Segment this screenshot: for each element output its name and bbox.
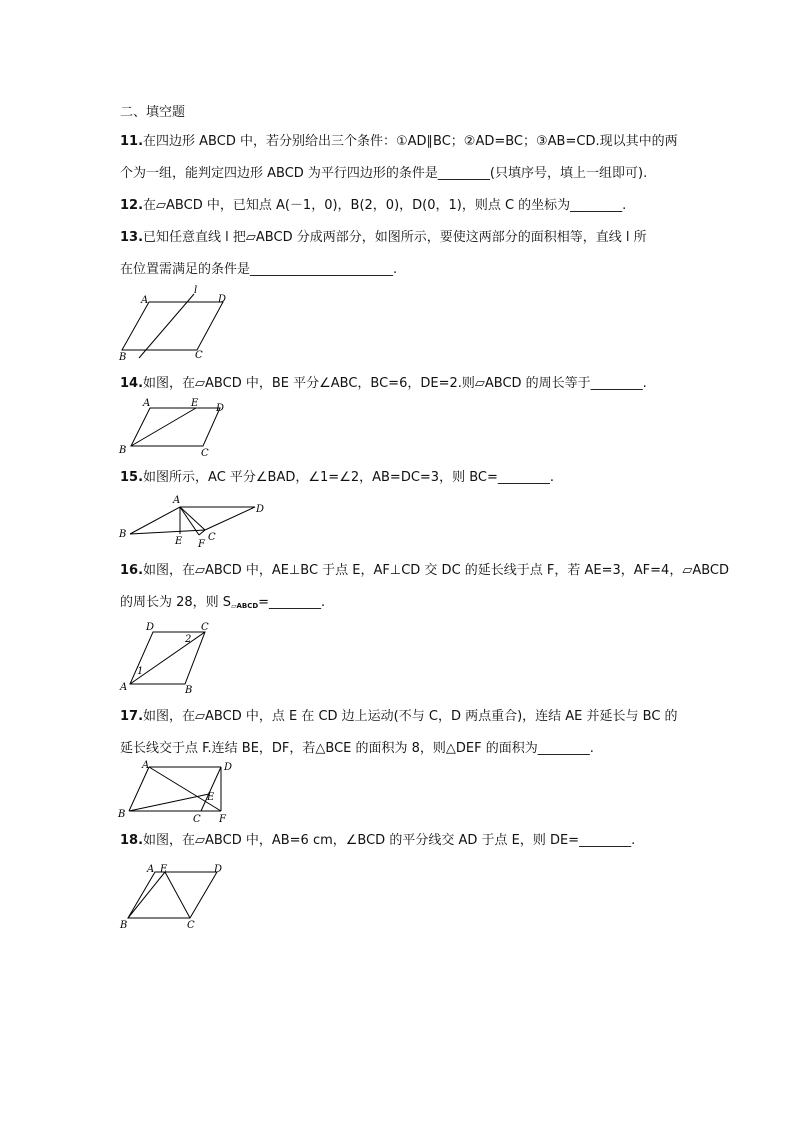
figure-18 <box>115 860 235 936</box>
question-12-line <box>120 197 626 215</box>
label-b: B <box>119 529 127 540</box>
label-b: B <box>119 445 127 456</box>
question-14-number: 14. <box>120 376 144 391</box>
label-c: C <box>187 920 195 931</box>
figure-16 <box>115 618 225 698</box>
label-a: A <box>120 682 128 693</box>
question-17-number: 17. <box>120 709 144 724</box>
label-d: D <box>224 762 233 773</box>
label-c: C <box>201 448 209 459</box>
question-11-number: 11. <box>120 134 144 149</box>
label-c: C <box>208 532 216 543</box>
label-c: C <box>193 814 201 825</box>
question-16-line-1 <box>120 562 729 580</box>
angle-2-label: 2 <box>185 634 192 645</box>
figure-15 <box>115 492 275 552</box>
figure-14 <box>115 396 235 458</box>
label-c: C <box>195 350 203 361</box>
label-b: B <box>120 920 128 931</box>
label-f: F <box>219 814 226 825</box>
question-16-text-1: 如图，在▱ABCD 中，AE⊥BC 于点 E，AF⊥CD 交 DC 的延长线于点 F，若 AE=3，AF=4，▱ABCD <box>143 563 729 578</box>
question-15-text: 如图所示，AC 平分∠BAD，∠1=∠2，AB=DC=3，则 BC=________. <box>143 470 555 485</box>
label-b: B <box>185 685 193 696</box>
question-18-text: 如图，在▱ABCD 中，AB=6 cm，∠BCD 的平分线交 AD 于点 E，则 DE=________. <box>143 833 636 848</box>
angle-1-label: 1 <box>137 666 144 677</box>
label-e: E <box>160 864 168 875</box>
label-d: D <box>146 622 155 633</box>
label-a: A <box>143 398 151 409</box>
segment-be <box>129 794 209 811</box>
label-b: B <box>118 809 126 820</box>
label-d: D <box>256 504 265 515</box>
label-c: C <box>201 622 209 633</box>
question-16-text-2: 的周长为 28，则 S <box>120 595 232 610</box>
question-13-number: 13. <box>120 230 144 245</box>
question-17-text-1: 如图，在▱ABCD 中，点 E 在 CD 边上运动(不与 C，D 两点重合)，连结 AE 并延长与 BC 的 <box>143 709 678 724</box>
label-e: E <box>207 792 215 803</box>
question-17-text-2: 延长线交于点 F.连结 BE，DF，若△BCE 的面积为 8，则△DEF 的面积为________. <box>120 741 594 756</box>
label-l: l <box>194 285 198 296</box>
question-16-text-3: =________. <box>258 595 326 610</box>
label-d: D <box>214 864 223 875</box>
question-11-text-2: 个为一组，能判定四边形 ABCD 为平行四边形的条件是________(只填序号，填上一组即可). <box>120 166 648 181</box>
side-ab <box>129 767 149 811</box>
figure-13 <box>115 284 235 364</box>
label-d: D <box>218 294 227 305</box>
section-title: 二、填空题 <box>120 105 186 120</box>
parallelogram-abcd <box>122 302 223 350</box>
label-a: A <box>142 760 150 771</box>
label-f: F <box>198 539 205 550</box>
figure-17 <box>115 760 245 826</box>
parallelogram-abcd <box>131 408 220 446</box>
label-e: E <box>175 536 183 547</box>
segment-ce <box>165 872 190 918</box>
label-b: B <box>119 352 127 363</box>
question-17-line-1 <box>120 708 678 726</box>
question-16-line-2 <box>120 594 325 615</box>
question-15-line <box>120 469 554 487</box>
segment-ac <box>180 507 205 530</box>
segment-be <box>130 530 205 534</box>
question-12-number: 12. <box>120 198 144 213</box>
question-13-line-1 <box>120 229 647 247</box>
question-18-line <box>120 832 635 850</box>
question-14-line <box>120 375 647 393</box>
outline <box>130 507 255 534</box>
question-11-text-1: 在四边形 ABCD 中，若分别给出三个条件：①AD∥BC；②AD=BC；③AB=CD.现以其中的两 <box>143 134 678 149</box>
label-a: A <box>141 295 149 306</box>
question-13-text-1: 已知任意直线 l 把▱ABCD 分成两部分，如图所示，要使这两部分的面积相等，直线 l 所 <box>143 230 647 245</box>
label-e: E <box>191 398 199 409</box>
segment-be <box>128 872 165 918</box>
question-15-number: 15. <box>120 470 144 485</box>
label-a: A <box>173 495 181 506</box>
question-18-number: 18. <box>120 833 144 848</box>
area-subscript: ▱ABCD <box>231 602 259 610</box>
parallelogram-abcd <box>128 872 217 918</box>
question-14-text: 如图，在▱ABCD 中，BE 平分∠ABC，BC=6，DE=2.则▱ABCD 的周长等于________. <box>143 376 647 391</box>
label-a: A <box>147 864 155 875</box>
question-12-text: 在▱ABCD 中，已知点 A(－1，0)，B(2，0)，D(0，1)，则点 C 的坐标为________. <box>143 198 627 213</box>
label-d: D <box>216 403 225 414</box>
question-13-text-2: 在位置需满足的条件是______________________. <box>120 262 398 277</box>
question-16-number: 16. <box>120 563 144 578</box>
question-11-line-1 <box>120 133 678 151</box>
